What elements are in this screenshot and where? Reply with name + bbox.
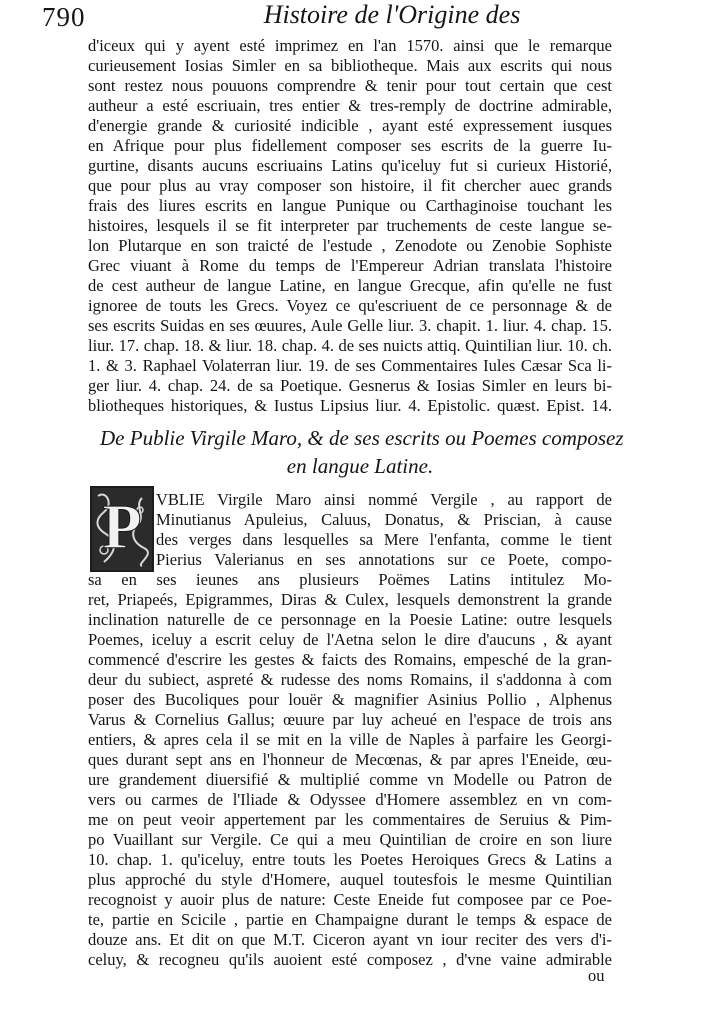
dropcap-letter: P [102,491,142,562]
text-line: sa en ses ieunes ans plusieurs Poëmes Latins intitulez Mo- [88,570,612,589]
running-title: Histoire de l'Origine des [263,0,521,29]
page-header [42,0,702,34]
text-line: ques durant sept ans en l'honneur de Mecœnas, & par apres l'Eneide, œu- [88,750,612,769]
text-line: ses escrits Suidas en ses œuures, Aule Gelle liur. 3. chapit. 1. liur. 4. chap. 15. [88,316,612,335]
text-line: ret, Priapeés, Epigrammes, Diras & Culex, lesquels demonstrent la grande [88,590,612,609]
text-line: te, partie en Scicile , partie en Champaigne durant le temps & espace de [88,910,612,929]
text-line: Pierius Valerianus en ses annotations sur ce Poete, compo- [156,550,612,569]
text-line: d'iceux qui y ayent esté imprimez en l'an 1570. ainsi que le remarque [88,36,612,55]
text-line: d'energie grande & curiosité indicible , ayant esté expressement iusques [88,116,612,135]
text-line: que pour plus au vray composer son histoire, il fit chercher auec grands [88,176,612,195]
catchword: ou [588,966,605,985]
text-line: 1. & 3. Raphael Volaterran liur. 19. de ses Commentaires Iules Cæsar Sca li- [88,356,612,375]
text-line: entiers, & apres cela il se mit en la ville de Naples à parfaire les Georgi- [88,730,612,749]
text-line: inclination naturelle de ce personnage en la Poesie Latine: outre lesquels [88,610,612,629]
text-line: ignoree de touts les Grecs. Voyez ce qu'escriuent de ce personnage & de [88,296,612,315]
text-line: 10. chap. 1. qu'iceluy, entre touts les Poetes Heroiques Grecs & Latins a [88,850,612,869]
text-line: me on peut veoir appertement par les commentaires de Seruius & Pim- [88,810,612,829]
text-line: Grec viuant à Rome du temps de l'Empereur Adrian translata l'histoire [88,256,612,275]
text-line: lon Plutarque en son traicté de l'estude , Zenodote ou Zenobie Sophiste [88,236,612,255]
text-line: VBLIE Virgile Maro ainsi nommé Vergile , au rapport de [156,490,612,509]
text-line: plus approché du style d'Homere, auquel toutesfois le mesme Quintilian [88,870,612,889]
section-title: De Publie Virgile Maro, & de ses escrits ou Poemes composez [100,426,624,450]
section-subtitle: en langue Latine. [286,454,434,478]
text-line: Poemes, iceluy a escrit celuy de l'Aetna selon le dire d'aucuns , & ayant [88,630,612,649]
text-line: histoires, lesquels il se fit interpreter par truchements de ceste langue se- [88,216,612,235]
text-line: deur du subiect, aspreté & rudesse des noms Romains, il s'addonna à com [88,670,612,689]
text-line: vers ou carmes de l'Iliade & Odyssee d'Homere assemblez en vn com- [88,790,612,809]
text-line: commencé d'escrire les gestes & faicts des Romains, empesché de la gran- [88,650,612,669]
text-line: liur. 17. chap. 18. & liur. 18. chap. 4. de ses nuicts attiq. Quintilian liur. 10. ch. [88,336,612,355]
text-line: douze ans. Et dit on que M.T. Ciceron ayant vn iour reciter des vers d'i- [88,930,612,949]
text-line: gurtine, disants aucuns escriuains Latins qu'iceluy fut si curieux Historié, [88,156,612,175]
text-line: curieusement Iosias Simler en sa bibliotheque. Mais aux escrits qui nous [88,56,612,75]
decorated-initial [90,486,154,572]
ornament-icon [92,488,152,570]
text-line: celuy, & recogneu qu'ils auoient esté composez , d'vne vaine admirable [88,950,612,969]
text-line: po Vuaillant sur Vergile. Ce qui a meu Quintilian de croire en son liure [88,830,612,849]
text-line: poser des Bucoliques pour louër & magnifier Asinius Pollio , Alphenus [88,690,612,709]
text-line: bliotheques historiques, & Iustus Lipsius liur. 4. Epistolic. quæst. Epist. 14. [88,396,612,415]
text-line: Varus & Cornelius Gallus; œuure par luy acheué en l'espace de trois ans [88,710,612,729]
text-line: de cest autheur de langue Latine, en langue Grecque, afin qu'elle ne fust [88,276,612,295]
text-line: recognoist y auoir plus de nature: Ceste Eneide fut composee par ce Poe- [88,890,612,909]
text-line: ure grandement diuersifié & multiplié comme vn Modelle ou Patron de [88,770,612,789]
text-line: autheur a esté escriuain, tres entier & tres-remply de doctrine admirable, [88,96,612,115]
text-line: Minutianus Apuleius, Caluus, Donatus, & Priscian, à cause [156,510,612,529]
text-line: des verges dans lesquelles sa Mere l'enfanta, comme le tient [156,530,612,549]
page-number: 790 [42,2,86,32]
text-line: en Afrique pour plus fidellement composer ses escrits de la guerre Iu- [88,136,612,155]
text-line: frais des liures escrits en langue Punique ou Carthaginoise touchant les [88,196,612,215]
text-line: ger liur. 4. chap. 24. de sa Poetique. Gesnerus & Iosias Simler en leurs bi- [88,376,612,395]
text-line: sont restez nous pouuons comprendre & tenir pour tout certain que cest [88,76,612,95]
